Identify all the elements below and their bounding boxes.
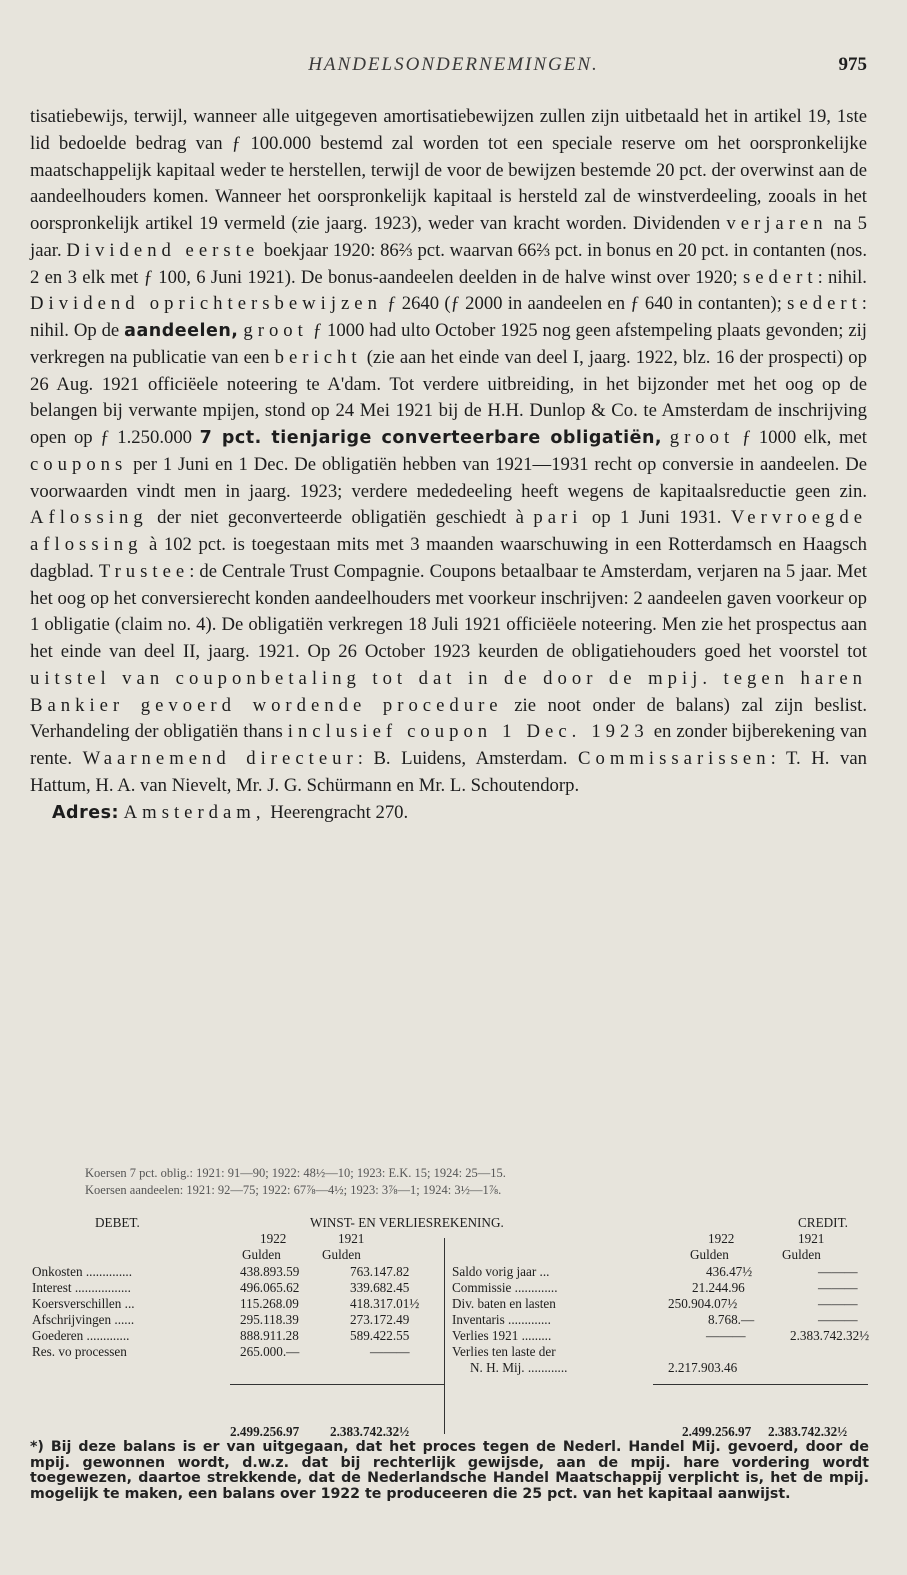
address-label: Adres: [52, 802, 119, 823]
credit-1921: ——— [818, 1280, 858, 1295]
year-left-1922: 1922 [260, 1231, 287, 1246]
table-row [0, 1312, 907, 1329]
page-header [0, 50, 907, 80]
text-run: : T. H. van Hattum, H. A. van Nievelt, Mr. J. G. Schürmann en Mr. L. Schoutendorp. [30, 748, 867, 796]
debit-1922: 295.118.39 [240, 1312, 299, 1327]
spaced-term: Vervroegde aflossing [30, 507, 868, 555]
credit-1922: ——— [706, 1328, 746, 1343]
debit-label: Onkosten .............. [32, 1264, 133, 1279]
koersen-aandeelen: Koersen aandeelen: 1921: 92—75; 1922: 67⅞—4½; 1923: 3⅞—1; 1924: 3½—1⅞. [85, 1183, 502, 1197]
year-row [0, 1231, 907, 1248]
credit-1922: 436.47½ [706, 1264, 753, 1279]
profit-loss-table [0, 1210, 907, 1440]
text-run: : B. Luidens, Amsterdam. [357, 748, 579, 769]
debit-label: Afschrijvingen ...... [32, 1312, 135, 1327]
text-run: (zie aan het einde van deel I, jaarg. 1922, blz. 16 der prospecti) op 26 Aug. 1921 officiëele noteering te A'dam. Tot verdere uitbreiding, in het bijzonder met het oog op de belangen bij verwante mpijen, stond op 24 Mei 1921 bij de H.H. Dunlop & Co. te Amsterdam de inschrijving open op ƒ 1.250.000 [30, 346, 867, 448]
address-line [30, 800, 867, 827]
credit-label: Saldo vorig jaar ... [452, 1264, 550, 1279]
main-paragraph [30, 104, 867, 800]
page-number: 975 [838, 54, 867, 75]
text-run: zie noot onder de balans) zal zijn beslist. Verhandeling der obligatiën thans [30, 694, 867, 743]
spaced-term: sedert [742, 266, 818, 288]
text-run: per 1 Juni en 1 Dec. De obligatiën hebben van 1921—1931 recht op conversie in aandeelen. De voorwaarden vindt men in jaarg. 1923; verdere mededeeling heeft wegens de kapitaalsreductie geen zin. [30, 453, 867, 502]
credit-1922: 8.768.— [708, 1312, 755, 1327]
credit-label: Verlies 1921 ......... [452, 1328, 552, 1343]
debit-label: Goederen ............. [32, 1328, 130, 1343]
total-right-1922: 2.499.256.97 [682, 1424, 752, 1439]
table-title-row [0, 1215, 907, 1232]
year-right-1922: 1922 [708, 1231, 735, 1246]
credit-label: CREDIT. [798, 1215, 848, 1230]
text-run: à 102 pct. is toegestaan mits met 3 maanden waarschuwing in een Rotterdamsch en Haagsch dagblad. [30, 534, 867, 582]
credit-label: Verlies ten laste der [452, 1344, 556, 1359]
unit-right-1922: Gulden [690, 1247, 729, 1262]
year-left-1921: 1921 [338, 1231, 365, 1246]
text-run: ƒ 2640 (ƒ 2000 in aandeelen en ƒ 640 in contanten); [381, 293, 788, 315]
unit-row [0, 1247, 907, 1264]
text-run: : de Centrale Trust Compagnie. Coupons betaalbaar te Amsterdam, verjaren na 5 jaar. Met het oog op het conversierecht konden aandeelhouders met voorkeur inschrijven: 2 aandeelen gaven voorkeur op 1 obligatie (claim no. 4). De obligatiën verkregen 18 Juli 1921 officiëele noteering. Men zie het prospectus aan het einde van deel II, jaarg. 1921. Op 26 October 1923 keurden de obligatiehouders goed het voorstel tot [30, 560, 867, 662]
text-run: boekjaar 1920: 86⅔ pct. waarvan 66⅔ pct. in bonus en 20 pct. in contanten (nos. 2 en 3 elk met ƒ 100, 6 Juni 1921). De bonus-aandeelen deelden in de halve winst over 1920; [30, 239, 867, 288]
text-run: na 5 jaar. [30, 213, 867, 261]
credit-1922: 21.244.96 [692, 1280, 745, 1295]
unit-left-1922: Gulden [242, 1247, 281, 1262]
total-rule-left [230, 1384, 445, 1385]
debit-label: Res. vo processen [32, 1344, 127, 1359]
table-title: WINST- EN VERLIESREKENING. [310, 1215, 504, 1230]
debit-label: Koersverschillen ... [32, 1296, 135, 1311]
year-right-1921: 1921 [798, 1231, 825, 1246]
address-city: Amsterdam, [123, 801, 266, 823]
spaced-term: Dividend oprichtersbewijzen [30, 293, 382, 315]
credit-label: Div. baten en lasten [452, 1296, 556, 1311]
spaced-term: Trustee [98, 560, 190, 582]
debit-1921: 418.317.01½ [350, 1296, 420, 1311]
text-run: ƒ 1000 had ulto October 1925 nog geen afstempeling plaats gevonden; zij verkregen na publicatie van een [30, 320, 868, 368]
text-run: : nihil. [817, 266, 867, 288]
text-run: : nihil. Op de [30, 293, 867, 341]
credit-1921: ——— [818, 1264, 858, 1279]
unit-left-1921: Gulden [322, 1247, 361, 1262]
spaced-term: bericht [274, 346, 362, 368]
debit-1922: 888.911.28 [240, 1328, 299, 1343]
total-rule-right [653, 1384, 868, 1385]
spaced-term: groot [243, 320, 308, 341]
spaced-term: pari [533, 507, 583, 529]
debit-1922: 496.065.62 [240, 1280, 300, 1295]
bold-heading: aandeelen, [124, 321, 239, 341]
spaced-term: uitstel van couponbetaling tot dat in de door de mpij. tegen haren Bankier gevoerd wordende procedure [30, 667, 867, 716]
spaced-term: inclusief coupon 1 Dec. 1923 [287, 721, 649, 743]
spaced-term: Dividend eerste [66, 239, 260, 261]
credit-1922: 250.904.07½ [668, 1296, 738, 1311]
koersen-obligaties: Koersen 7 pct. oblig.: 1921: 91—90; 1922: 48½—10; 1923: E.K. 15; 1924: 25—15. [85, 1166, 506, 1180]
running-title: HANDELSONDERNEMINGEN. [308, 54, 599, 75]
debit-1921: ——— [370, 1344, 410, 1359]
debit-1922: 115.268.09 [240, 1296, 299, 1311]
debit-1921: 339.682.45 [350, 1280, 410, 1295]
credit-1922: 2.217.903.46 [668, 1360, 738, 1375]
table-row [0, 1360, 907, 1377]
spaced-term: groot [669, 427, 735, 448]
debit-1922: 438.893.59 [240, 1264, 300, 1279]
credit-1921: ——— [818, 1296, 858, 1311]
table-row [0, 1344, 907, 1361]
spaced-term: verjaren [726, 213, 828, 234]
table-row [0, 1296, 907, 1313]
debit-1921: 589.422.55 [350, 1328, 410, 1343]
table-row [0, 1328, 907, 1345]
footnote [30, 1440, 869, 1503]
text-run: ƒ 1000 elk, met [734, 427, 867, 448]
spaced-term: Aflossing [30, 507, 148, 529]
company-description [30, 104, 867, 826]
total-right-1921: 2.383.742.32½ [768, 1424, 848, 1439]
text-run: en zonder bijberekening van rente. [30, 721, 867, 769]
debit-1921: 763.147.82 [350, 1264, 410, 1279]
credit-1921: 2.383.742.32½ [790, 1328, 870, 1343]
text-run: der niet geconverteerde obligatiën geschiedt à [147, 507, 534, 529]
debit-label: Interest ................. [32, 1280, 131, 1295]
text-run [662, 427, 670, 448]
table-row [0, 1280, 907, 1297]
credit-1921: ——— [818, 1312, 858, 1327]
credit-label: N. H. Mij. ............ [470, 1360, 568, 1375]
text-run: op 1 Juni 1931. [582, 507, 731, 529]
spaced-term: coupons [30, 453, 128, 475]
credit-label: Inventaris ............. [452, 1312, 551, 1327]
spaced-term: Commissarissen [578, 748, 771, 769]
footnote-text: *) Bij deze balans is er van uitgegaan, dat het proces tegen de Nederl. Handel Mij. gevoerd, door de mpij. gewonnen wordt, d.w.z. dat bij rechterlijk gewijsde, aan de mpij. hare vordering wordt toegewezen, daartoe strekkende, dat de Nederlandsche Handel Maatschappij verplicht is, het de mpij. mogelijk te maken, een balans over 1922 te produceeren die 25 pct. van het kapitaal aanwijst. [30, 1439, 869, 1503]
text-run: tisatiebewijs, terwijl, wanneer alle uitgegeven amortisatiebewijzen zullen zijn uitbetaald het in artikel 19, 1ste lid bedoelde bedrag van ƒ 100.000 bestemd zal worden tot een speciale reserve om het oorspronkelijke maatschappelijk kapitaal weder te herstellen, terwijl de voor de bewijzen bestemde 20 pct. der overwinst aan de aandeelhouders komen. Wanneer het oorspronkelijk kapitaal is hersteld zal de winstverdeeling, zooals in het oorspronkelijk artikel 19 vermeld (zie jaarg. 1923), weder van kracht worden. Dividenden [30, 106, 867, 234]
total-left-1922: 2.499.256.97 [230, 1424, 300, 1439]
spaced-term: sedert [787, 293, 862, 315]
credit-label: Commissie ............. [452, 1280, 558, 1295]
address-street: Heerengracht 270. [265, 801, 409, 823]
unit-right-1921: Gulden [782, 1247, 821, 1262]
debet-label: DEBET. [95, 1215, 140, 1230]
table-row [0, 1264, 907, 1281]
spaced-term: Waarnemend directeur [82, 748, 358, 769]
total-left-1921: 2.383.742.32½ [330, 1424, 410, 1439]
debit-1922: 265.000.— [240, 1344, 300, 1359]
debit-1921: 273.172.49 [350, 1312, 410, 1327]
bold-heading: 7 pct. tienjarige converteerbare obligatiën, [199, 428, 663, 448]
column-divider [444, 1238, 445, 1434]
